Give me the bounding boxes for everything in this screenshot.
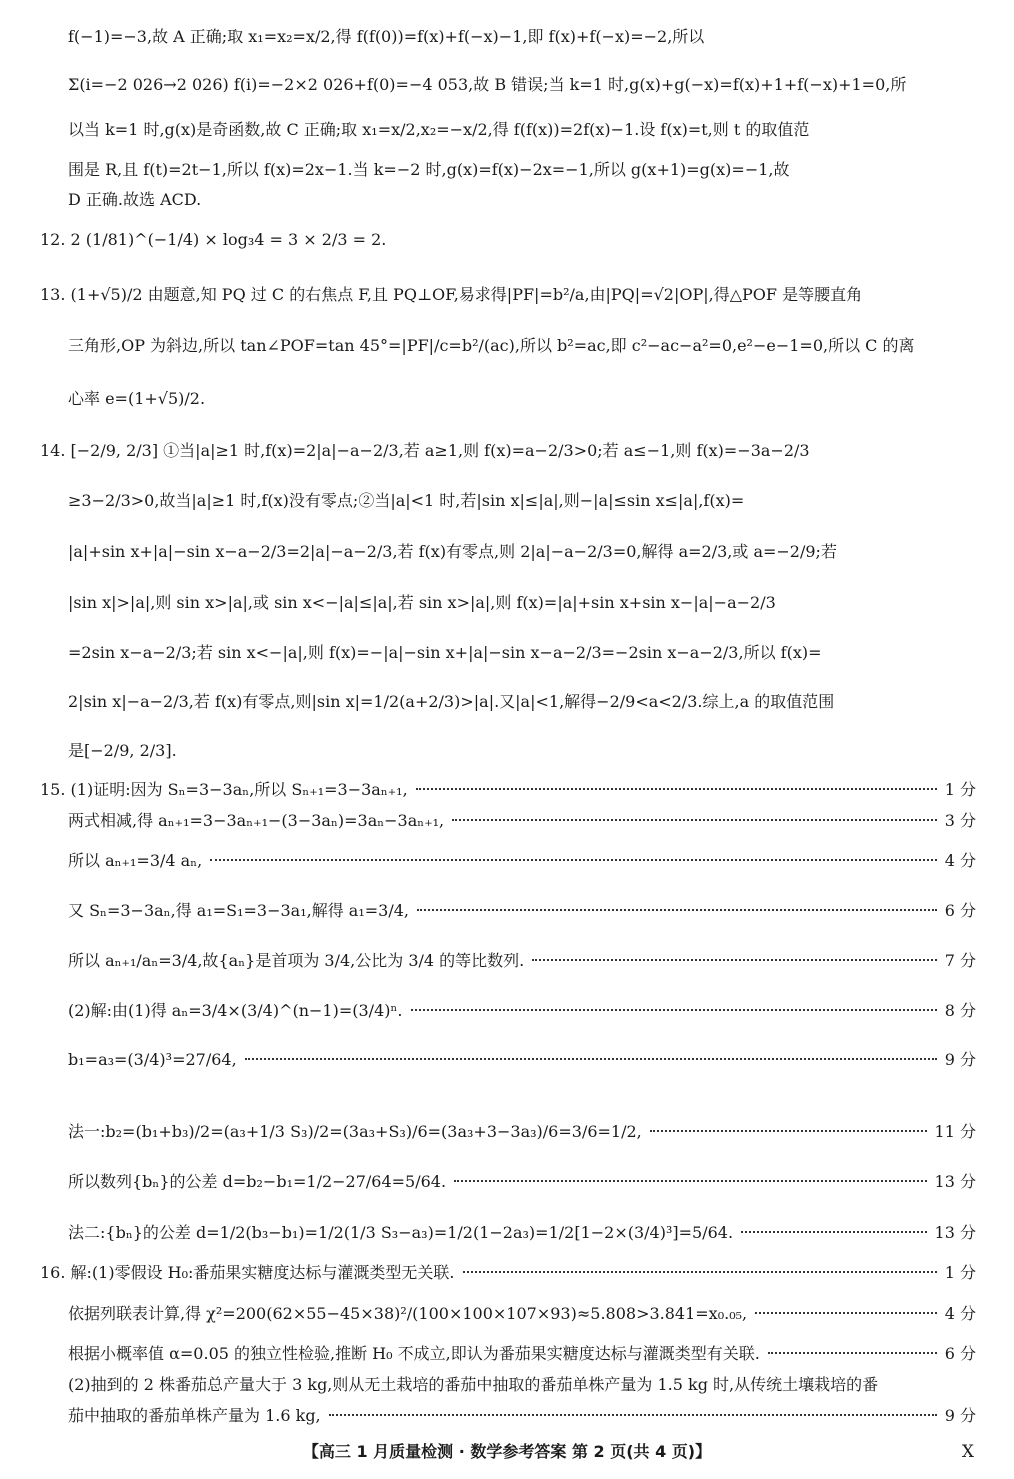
score: 6 分 — [944, 1344, 976, 1363]
answer-13: 13. (1+√5)/2 由题意,知 PQ 过 C 的右焦点 F,且 PQ⊥OF,易求得|PF|=b²/a,由|PQ|=√2|OP|,得△POF 是等腰直角 — [40, 285, 863, 304]
text-line: ≥3−2/3>0,故当|a|≥1 时,f(x)没有零点;②当|a|<1 时,若|sin x|≤|a|,则−|a|≤sin x≤|a|,f(x)= — [68, 491, 745, 510]
leader-dots — [463, 1271, 937, 1273]
leader-dots — [532, 959, 936, 961]
solution-step: 所以数列{bₙ}的公差 d=b₂−b₁=1/2−27/64=5/64. 13 分 — [68, 1172, 976, 1191]
score: 3 分 — [944, 811, 976, 830]
text-line: |sin x|>|a|,则 sin x>|a|,或 sin x<−|a|≤|a|,若 sin x>|a|,则 f(x)=|a|+sin x+sin x−|a|−a−2/3 — [68, 593, 776, 612]
leader-dots — [245, 1058, 937, 1060]
leader-dots — [416, 788, 937, 790]
leader-dots — [741, 1231, 926, 1233]
text-line: 心率 e=(1+√5)/2. — [68, 389, 206, 408]
score: 9 分 — [944, 1050, 976, 1069]
score: 13 分 — [934, 1223, 976, 1242]
leader-dots — [768, 1352, 937, 1354]
corner-mark: X — [961, 1442, 974, 1462]
text-line: 2|sin x|−a−2/3,若 f(x)有零点,则|sin x|=1/2(a+2/3)>|a|.又|a|<1,解得−2/9<a<2/3.综上,a 的取值范围 — [68, 692, 835, 711]
answer-14: 14. [−2/9, 2/3] ①当|a|≥1 时,f(x)=2|a|−a−2/3,若 a≥1,则 f(x)=a−2/3>0;若 a≤−1,则 f(x)=−3a−2/3 — [40, 441, 810, 460]
solution-step: 茄中抽取的番茄单株产量为 1.6 kg, 9 分 — [68, 1406, 976, 1425]
solution-step: 又 Sₙ=3−3aₙ,得 a₁=S₁=3−3a₁,解得 a₁=3/4, 6 分 — [68, 901, 976, 920]
text-line: D 正确.故选 ACD. — [68, 190, 202, 209]
score: 7 分 — [944, 951, 976, 970]
score: 6 分 — [944, 901, 976, 920]
score: 13 分 — [934, 1172, 976, 1191]
leader-dots — [454, 1180, 926, 1182]
text-line: f(−1)=−3,故 A 正确;取 x₁=x₂=x/2,得 f(f(0))=f(x)+f(−x)−1,即 f(x)+f(−x)=−2,所以 — [68, 27, 705, 46]
leader-dots — [329, 1414, 937, 1416]
score: 4 分 — [944, 851, 976, 870]
text-line: |a|+sin x+|a|−sin x−a−2/3=2|a|−a−2/3,若 f(x)有零点,则 2|a|−a−2/3=0,解得 a=2/3,或 a=−2/9;若 — [68, 542, 837, 561]
text-line: Σ(i=−2 026→2 026) f(i)=−2×2 026+f(0)=−4 053,故 B 错误;当 k=1 时,g(x)+g(−x)=f(x)+1+f(−x)+1=0,所 — [68, 75, 907, 94]
leader-dots — [210, 859, 937, 861]
text-line: 是[−2/9, 2/3]. — [68, 741, 177, 760]
text-line: (2)抽到的 2 株番茄总产量大于 3 kg,则从无土栽培的番茄中抽取的番茄单株产量为 1.5 kg 时,从传统土壤栽培的番 — [68, 1375, 879, 1394]
score: 1 分 — [944, 1263, 976, 1282]
leader-dots — [417, 909, 937, 911]
solution-step: b₁=a₃=(3/4)³=27/64, 9 分 — [68, 1050, 976, 1069]
solution-16-step: 16. 解:(1)零假设 H₀:番茄果实糖度达标与灌溉类型无关联. 1 分 — [40, 1263, 976, 1282]
text-line: 三角形,OP 为斜边,所以 tan∠POF=tan 45°=|PF|/c=b²/(ac),所以 b²=ac,即 c²−ac−a²=0,e²−e−1=0,所以 C 的离 — [68, 336, 915, 355]
score: 8 分 — [944, 1001, 976, 1020]
score: 9 分 — [944, 1406, 976, 1425]
solution-step: 法一:b₂=(b₁+b₃)/2=(a₃+1/3 S₃)/2=(3a₃+S₃)/6=(3a₃+3−3a₃)/6=3/6=1/2, 11 分 — [68, 1122, 976, 1141]
leader-dots — [755, 1312, 937, 1314]
solution-step: (2)解:由(1)得 aₙ=3/4×(3/4)^(n−1)=(3/4)ⁿ. 8 分 — [68, 1001, 976, 1020]
solution-step: 法二:{bₙ}的公差 d=1/2(b₃−b₁)=1/2(1/3 S₃−a₃)=1/2(1−2a₃)=1/2[1−2×(3/4)³]=5/64. 13 分 — [68, 1223, 976, 1242]
solution-step: 两式相减,得 aₙ₊₁=3−3aₙ₊₁−(3−3aₙ)=3aₙ−3aₙ₊₁, 3 分 — [68, 811, 976, 830]
score: 1 分 — [944, 780, 976, 799]
text-line: 以当 k=1 时,g(x)是奇函数,故 C 正确;取 x₁=x/2,x₂=−x/2,得 f(f(x))=2f(x)−1.设 f(x)=t,则 t 的取值范 — [68, 120, 810, 139]
solution-step: 依据列联表计算,得 χ²=200(62×55−45×38)²/(100×100×107×93)≈5.808>3.841=x₀.₀₅, 4 分 — [68, 1304, 976, 1323]
text-line: 围是 R,且 f(t)=2t−1,所以 f(x)=2x−1.当 k=−2 时,g(x)=f(x)−2x=−1,所以 g(x+1)=g(x)=−1,故 — [68, 160, 790, 179]
page-footer: 【高三 1 月质量检测 · 数学参考答案 第 2 页(共 4 页)】 — [302, 1442, 712, 1461]
solution-step: 所以 aₙ₊₁=3/4 aₙ, 4 分 — [68, 851, 976, 870]
text-line: =2sin x−a−2/3;若 sin x<−|a|,则 f(x)=−|a|−sin x+|a|−sin x−a−2/3=−2sin x−a−2/3,所以 f(x)= — [68, 643, 822, 662]
score: 11 分 — [934, 1122, 976, 1141]
solution-step: 根据小概率值 α=0.05 的独立性检验,推断 H₀ 不成立,即认为番茄果实糖度达标与灌溉类型有关联. 6 分 — [68, 1344, 976, 1363]
leader-dots — [650, 1130, 927, 1132]
answer-12: 12. 2 (1/81)^(−1/4) × log₃4 = 3 × 2/3 = 2. — [40, 230, 387, 249]
solution-step: 所以 aₙ₊₁/aₙ=3/4,故{aₙ}是首项为 3/4,公比为 3/4 的等比数列. 7 分 — [68, 951, 976, 970]
solution-15-step: 15. (1)证明:因为 Sₙ=3−3aₙ,所以 Sₙ₊₁=3−3aₙ₊₁, 1 分 — [40, 780, 976, 799]
leader-dots — [411, 1009, 937, 1011]
leader-dots — [452, 819, 937, 821]
score: 4 分 — [944, 1304, 976, 1323]
